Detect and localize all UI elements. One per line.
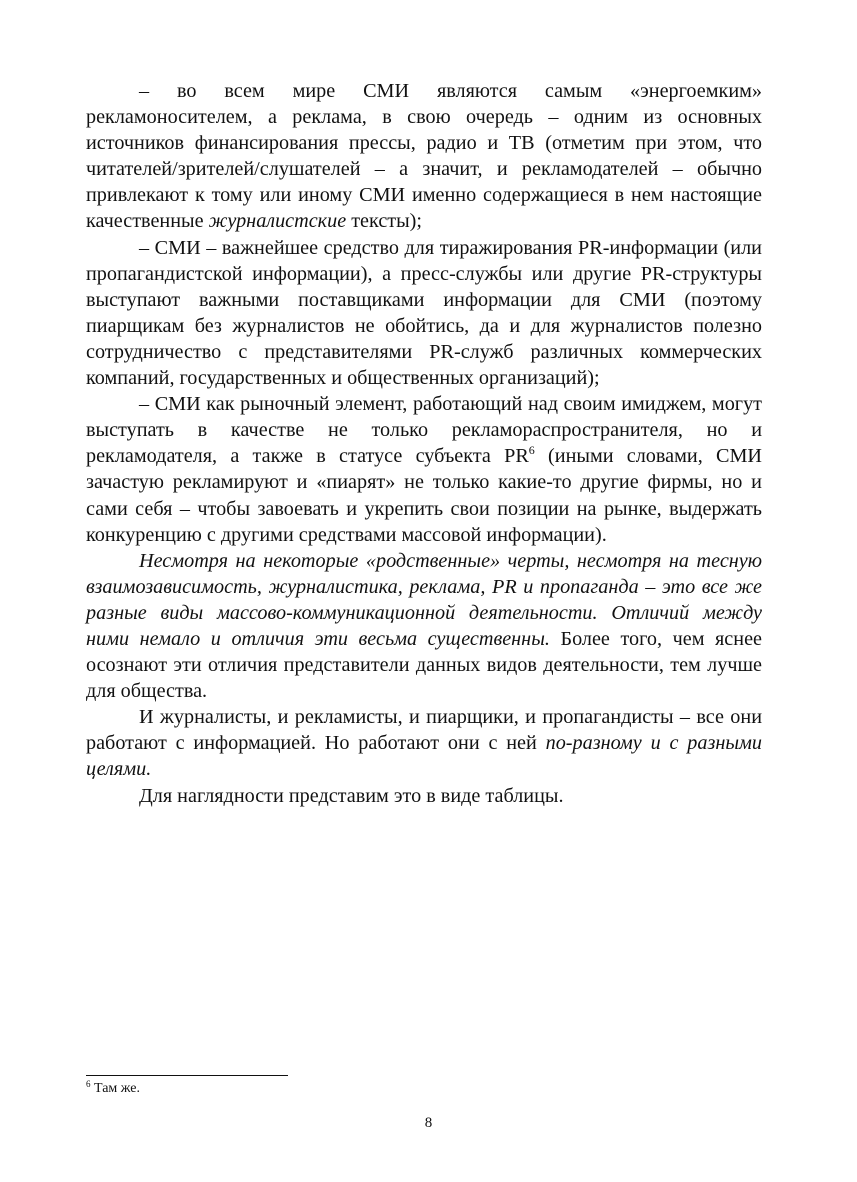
paragraph-table-intro: Для наглядности представим это в виде таблицы.: [139, 784, 564, 807]
paragraph-mass-media-advertising: – во всем мире СМИ являются самым «энергоемким» рекламоносителем, а реклама, в свою очередь – одним из основных источников финансирования прессы, радио и ТВ (отметим при этом, что читателей/зрителей/слушателей – а значит, и рекламодателей – обычно привлекают к тому или иному СМИ именно содержащиеся в нем настоящие качественные журналистские тексты);: [86, 80, 762, 233]
footnote: [86, 1080, 140, 1098]
footnote-number: 6: [86, 1079, 91, 1089]
paragraph-market-element: – СМИ как рыночный элемент, работающий над своим имиджем, могут выступать в качестве не только рекламораспространителя, но и рекламодателя, а также в статусе субъекта PR$^6$ (иными словами, СМИ зачастую рекламируют и «пиарят» не только какие-то другие фирмы, но и сами себя – чтобы завоевать и укрепить свои позиции на рынке, выдержать конкуренцию с другими средствами массовой информации).: [86, 393, 762, 546]
emphasis-different-ways: по-разному и с разными целями.: [86, 732, 762, 781]
footnote-divider: [86, 1075, 288, 1076]
paragraph-information-work: И журналисты, и рекламисты, и пиарщики, и пропагандисты – все они работают с информацией. Но работают они с ней по-разному и с разными целями.: [86, 706, 762, 781]
emphasis-journalistic: журналистские: [208, 210, 347, 233]
paragraph-pr-information: – СМИ – важнейшее средство для тиражирования PR-информации (или пропагандистской информации), а пресс-службы или другие PR-структуры выступают важными поставщиками информации для СМИ (поэтому пиарщикам без журналистов не обойтись, да и для журналистов полезно сотрудничество с представителями PR-служб различных коммерческих компаний, государственных и общественных организаций);: [86, 236, 762, 390]
footnote-text: Там же.: [90, 1081, 140, 1096]
page-number: 8: [424, 1115, 433, 1131]
footnote-reference[interactable]: 6: [528, 443, 535, 458]
body-text: [86, 78, 762, 809]
paragraph-differences: Несмотря на некоторые «родственные» черты, несмотря на тесную взаимозависимость, журналистика, реклама, PR и пропаганда – это все же разные виды массово-коммуникационной деятельности. Отличий между ними немало и отличия эти весьма существенны. Более того, чем яснее осознают эти отличия представители данных видов деятельности, тем лучше для общества.: [86, 549, 762, 703]
emphasis-differences: Несмотря на некоторые «родственные» черты, несмотря на тесную взаимозависимость, журналистика, реклама, PR и пропаганда – это все же разные виды массово-коммуникационной деятельности. Отличий между ними немало и отличия эти весьма существенны.: [86, 549, 762, 650]
